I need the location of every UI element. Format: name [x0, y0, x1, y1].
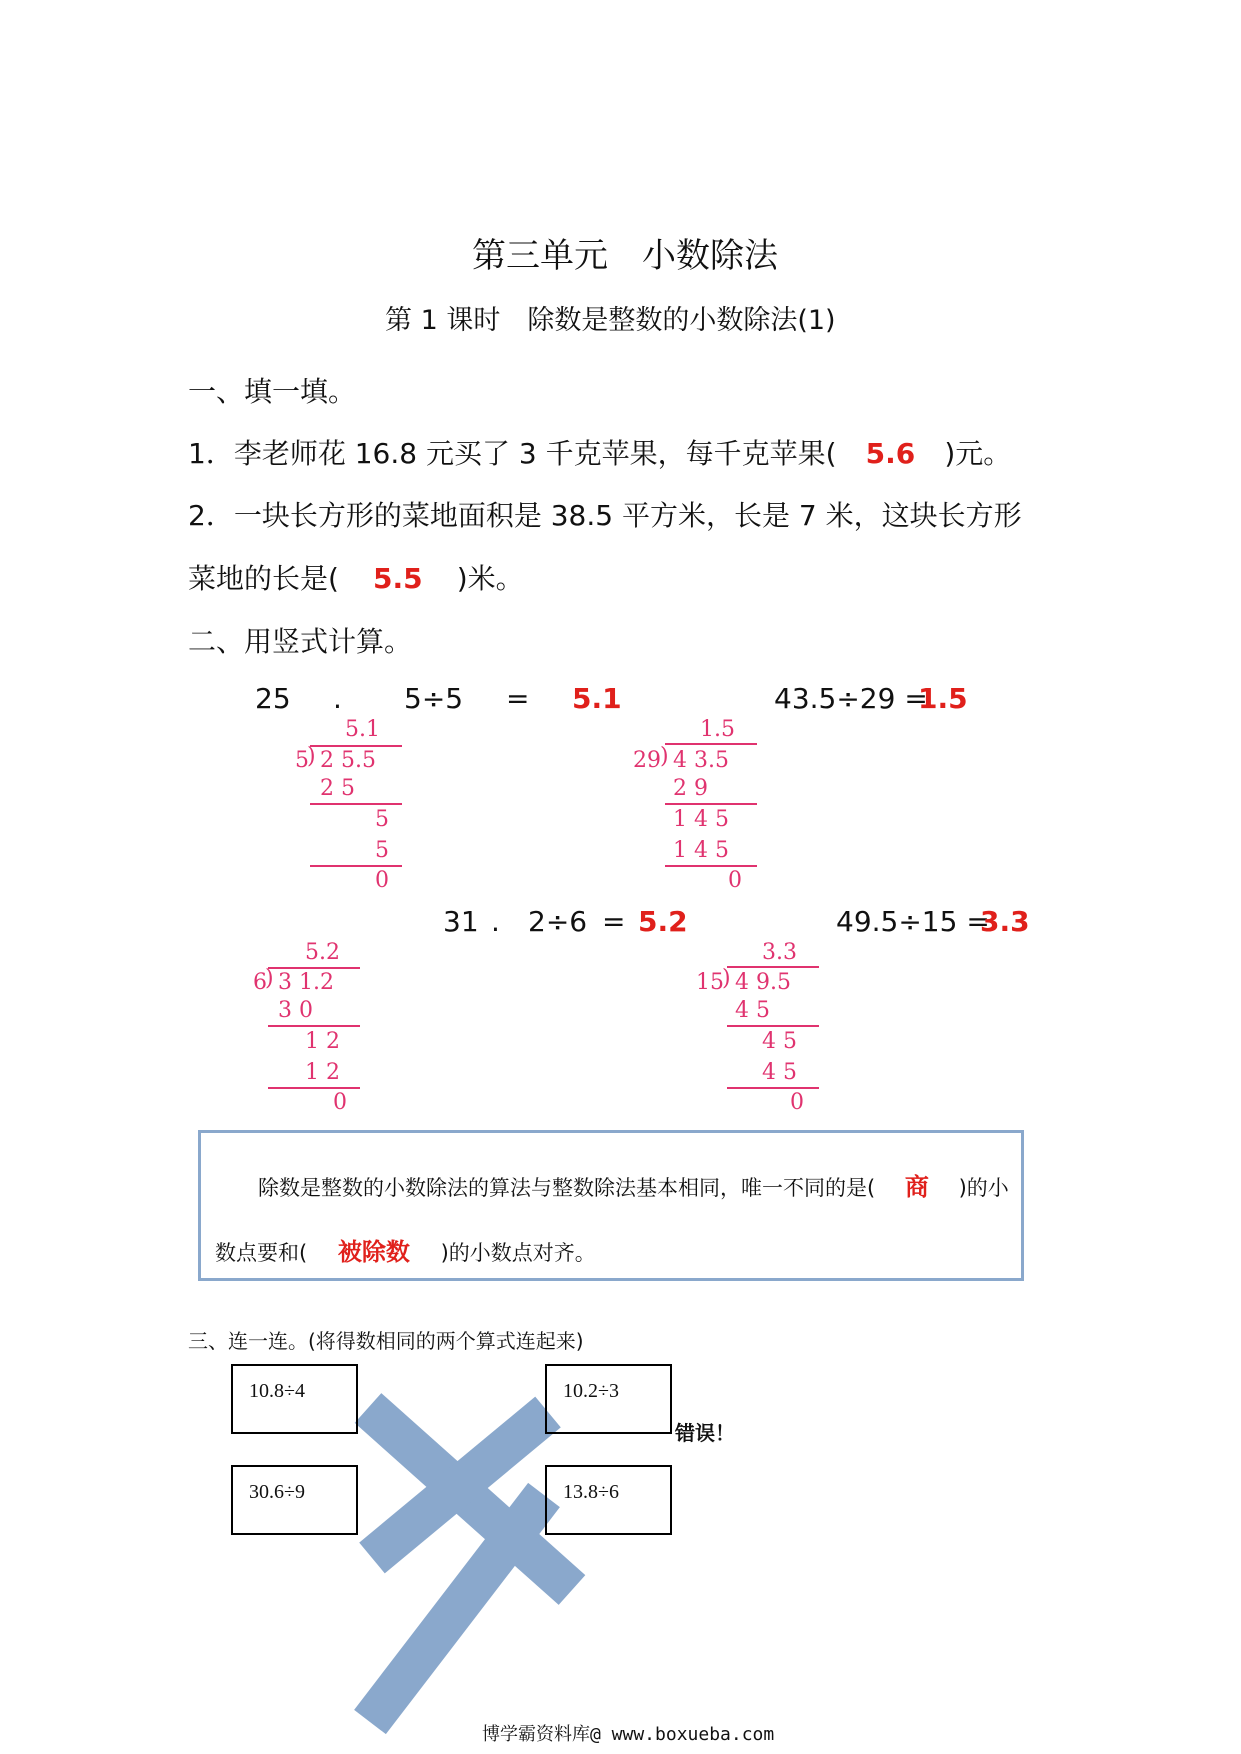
q2-answer: 5.5 — [373, 562, 423, 595]
summary-answer-2: 被除数 — [337, 1238, 410, 1266]
match-box-2[interactable] — [545, 1364, 672, 1434]
ld4-quotient: 3.3 — [762, 940, 797, 965]
match-box-4[interactable] — [545, 1465, 672, 1535]
ld4-row-2: 4 5 — [762, 1029, 797, 1054]
match-box-4-label: 13.8÷6 — [563, 1481, 619, 1503]
summary-text-1: 除数是整数的小数除法的算法与整数除法基本相同，唯一不同的是( — [258, 1176, 876, 1200]
ld1-bracket: ) — [307, 744, 316, 769]
problem-4-expr: 49.5÷15 = — [836, 905, 990, 938]
problem-3-answer: 5.2 — [638, 905, 688, 938]
ld2-row-2: 1 4 5 — [673, 807, 729, 832]
problem-2-expr: 43.5÷29 = — [774, 682, 928, 715]
problem-3-eq: = — [602, 905, 626, 938]
summary-answer-1: 商 — [904, 1173, 929, 1201]
ld2-quotient: 1.5 — [700, 717, 735, 742]
ld4-row-1: 4 5 — [735, 998, 770, 1023]
problem-1-answer: 5.1 — [572, 682, 622, 715]
match-box-1-label: 10.8÷4 — [249, 1380, 305, 1402]
page-title: 第三单元 小数除法 — [472, 236, 778, 276]
problem-4-answer: 3.3 — [980, 905, 1030, 938]
problem-1-eq: = — [506, 682, 530, 715]
ld4-row-4: 0 — [790, 1090, 804, 1115]
ld4-bracket: ) — [722, 966, 731, 991]
question-2-line1: 2．一块长方形的菜地面积是 38.5 平方米，长是 7 米，这块长方形 — [188, 499, 1022, 532]
ld2-row-4: 0 — [728, 868, 742, 893]
summary-text-4: )的小数点对齐。 — [440, 1241, 596, 1265]
ld3-row-2: 1 2 — [305, 1029, 340, 1054]
problem-2-answer: 1.5 — [918, 682, 968, 715]
ld1-row-4: 0 — [375, 868, 389, 893]
ld3-row-1: 3 0 — [278, 998, 313, 1023]
ld3-row-4: 0 — [333, 1090, 347, 1115]
ld1-divisor: 5 — [295, 748, 309, 773]
ld3-divisor: 6 — [253, 970, 267, 995]
problem-1-b: 5÷5 — [404, 682, 464, 715]
summary-text-2: )的小 — [958, 1176, 1009, 1200]
section1-heading: 一、填一填。 — [188, 375, 357, 408]
ld3-quotient: 5.2 — [305, 940, 340, 965]
match-box-1[interactable] — [231, 1364, 358, 1434]
section2-heading: 二、用竖式计算。 — [188, 625, 413, 658]
ld2-dividend: 4 3.5 — [673, 748, 729, 773]
ld2-bracket: ) — [660, 744, 669, 769]
error-label: 错误！ — [675, 1421, 735, 1445]
section3-heading: 三、连一连。(将得数相同的两个算式连起来) — [188, 1329, 584, 1353]
problem-3-a: 31 — [443, 905, 479, 938]
problem-1-a: 25 — [255, 682, 291, 715]
match-box-3-label: 30.6÷9 — [249, 1481, 305, 1503]
ld4-dividend: 4 9.5 — [735, 970, 791, 995]
ld4-divisor: 15 — [696, 970, 724, 995]
ld3-bracket: ) — [265, 966, 274, 991]
summary-text-3: 数点要和( — [215, 1241, 308, 1265]
ld3-dividend: 3 1.2 — [278, 970, 334, 995]
match-box-3[interactable] — [231, 1465, 358, 1535]
ld1-quotient: 5.1 — [345, 717, 380, 742]
q2-text: 菜地的长是( — [188, 562, 339, 595]
lesson-subtitle: 第 1 课时 除数是整数的小数除法(1) — [385, 305, 836, 336]
ld4-row-3: 4 5 — [762, 1060, 797, 1085]
match-box-2-label: 10.2÷3 — [563, 1380, 619, 1402]
ld1-row-3: 5 — [375, 838, 389, 863]
ld2-row-3: 1 4 5 — [673, 838, 729, 863]
q1-text-after: )元。 — [944, 437, 1012, 470]
q1-text: 1．李老师花 16.8 元买了 3 千克苹果，每千克苹果( — [188, 437, 837, 470]
ld3-row-3: 1 2 — [305, 1060, 340, 1085]
ld1-row-1: 2 5 — [320, 776, 355, 801]
q1-answer: 5.6 — [865, 437, 916, 470]
ld1-dividend: 2 5.5 — [320, 748, 376, 773]
ld2-row-1: 2 9 — [673, 776, 708, 801]
ld2-divisor: 29 — [633, 748, 661, 773]
ld1-row-2: 5 — [375, 807, 389, 832]
problem-3-b: 2÷6 — [528, 905, 588, 938]
q2-text-after: )米。 — [456, 562, 524, 595]
problem-3-dot: . — [491, 905, 500, 938]
footer-watermark: 博学霸资料库@ www.boxueba.com — [482, 1724, 775, 1745]
problem-1-dot: . — [333, 682, 342, 715]
